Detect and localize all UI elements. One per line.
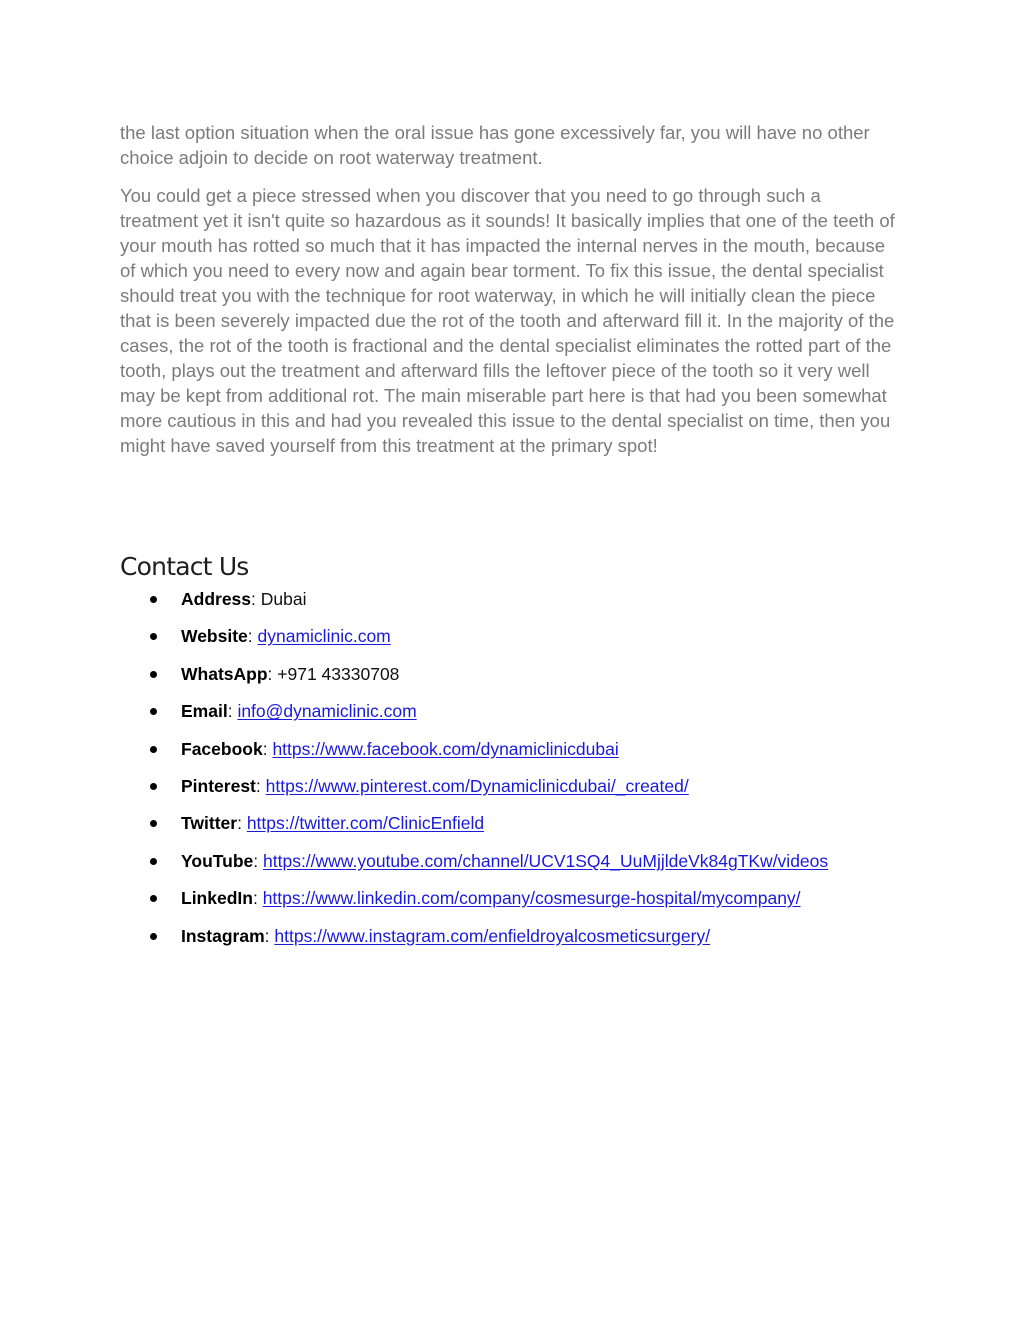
contact-item-content <box>181 885 801 911</box>
contact-label-whatsapp: WhatsApp <box>181 663 268 684</box>
bullet-icon <box>150 820 157 827</box>
contact-item-content <box>181 810 484 836</box>
contact-label-email: Email <box>181 701 228 722</box>
contact-separator: : <box>255 775 266 796</box>
contact-label-website: Website <box>181 626 248 647</box>
contact-separator: : <box>227 701 238 722</box>
bullet-icon <box>150 671 157 678</box>
contact-item-content <box>181 773 689 799</box>
contact-link-linkedin[interactable]: https://www.linkedin.com/company/cosmesurge-hospital/mycompany/ <box>262 888 801 909</box>
contact-item-content <box>181 586 307 612</box>
contact-item-content <box>181 623 391 649</box>
contact-value-address: Dubai <box>260 589 307 609</box>
contact-label-youtube: YouTube <box>181 850 254 871</box>
bullet-icon <box>150 895 157 902</box>
contact-us-heading: Contact Us <box>120 552 249 581</box>
contact-item-content <box>181 848 828 874</box>
contact-separator: : <box>267 663 278 684</box>
contact-link-pinterest[interactable]: https://www.pinterest.com/Dynamiclinicdubai/_created/ <box>265 775 689 796</box>
contact-label-address: Address <box>181 589 252 609</box>
contact-item-content <box>181 698 417 724</box>
contact-separator: : <box>253 850 263 871</box>
contact-label-facebook: Facebook <box>181 738 263 759</box>
contact-link-email[interactable]: info@dynamiclinic.com <box>237 701 417 722</box>
contact-label-twitter: Twitter <box>181 813 238 834</box>
bullet-icon <box>150 633 157 640</box>
contact-link-twitter[interactable]: https://twitter.com/ClinicEnfield <box>246 813 485 834</box>
contact-separator: : <box>237 813 247 834</box>
contact-separator: : <box>252 888 263 909</box>
contact-link-youtube[interactable]: https://www.youtube.com/channel/UCV1SQ4_UuMjjldeVk84gTKw/videos <box>263 850 829 871</box>
bullet-icon <box>150 858 157 865</box>
bullet-icon <box>150 708 157 715</box>
contact-link-instagram[interactable]: https://www.instagram.com/enfieldroyalcosmeticsurgery/ <box>274 925 711 946</box>
contact-label-pinterest: Pinterest <box>181 775 256 796</box>
body-paragraph-1: the last option situation when the oral issue has gone excessively far, you will have no other choice adjoin to decide on root waterway treatment. <box>120 122 870 168</box>
contact-separator: : <box>251 589 261 609</box>
contact-separator: : <box>262 738 273 759</box>
bullet-icon <box>150 746 157 753</box>
bullet-icon <box>150 933 157 940</box>
contact-label-linkedin: LinkedIn <box>181 888 253 909</box>
contact-label-instagram: Instagram <box>181 925 265 946</box>
contact-link-website[interactable]: dynamiclinic.com <box>257 626 391 647</box>
body-paragraph-2: You could get a piece stressed when you discover that you need to go through such a treatment yet it isn't quite so hazardous as it sounds! It basically implies that one of the teeth of your mouth has rotted so much that it has impacted the internal nerves in the mouth, because of which you need to every now and again bear torment. To fix this issue, the dental specialist should treat you with the technique for root waterway, in which he will initially clean the piece that is been severely impacted due the rot of the tooth and afterward fill it. In the majority of the cases, the rot of the tooth is fractional and the dental specialist eliminates the rotted part of the tooth, plays out the treatment and afterward fills the leftover piece of the tooth so it very well may be kept from additional rot. The main miserable part here is that had you been somewhat more cautious in this and had you revealed this issue to the dental specialist on time, then you might have saved yourself from this treatment at the primary spot! <box>120 185 895 456</box>
contact-separator: : <box>264 925 275 946</box>
contact-value-whatsapp: +971 43330708 <box>277 663 400 684</box>
contact-separator: : <box>247 626 258 647</box>
bullet-icon <box>150 783 157 790</box>
contact-item-content <box>181 736 619 762</box>
contact-item-content <box>181 923 710 949</box>
contact-item-content <box>181 661 399 687</box>
contact-link-facebook[interactable]: https://www.facebook.com/dynamiclinicdubai <box>272 738 619 759</box>
bullet-icon <box>150 596 157 603</box>
